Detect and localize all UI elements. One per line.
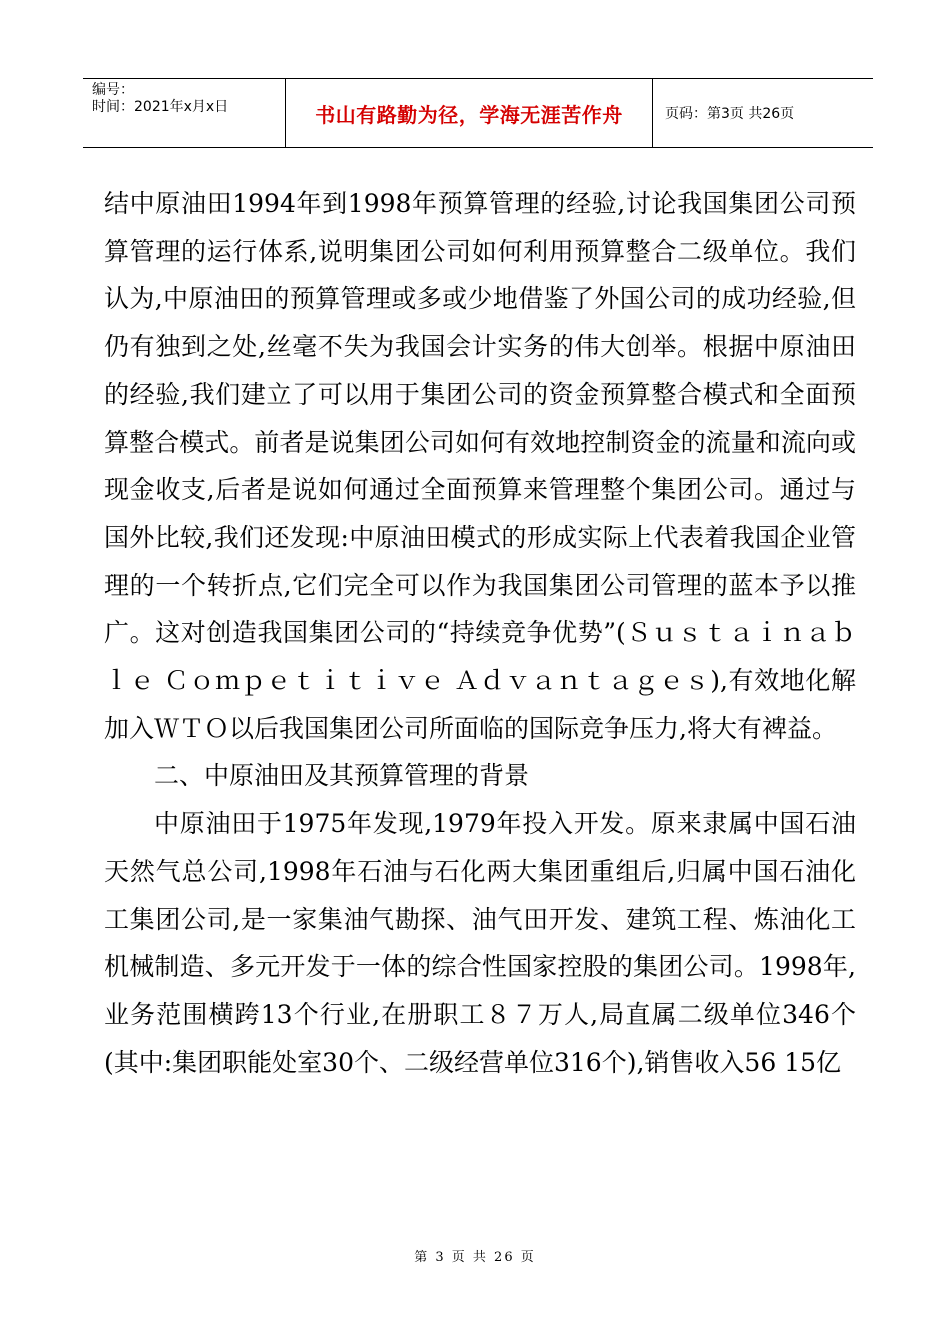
paragraph: 结中原油田1994年到1998年预算管理的经验,讨论我国集团公司预算管理的运行体系,说明集团公司如何利用预算整合二级单位。我们认为,中原油田的预算管理或多或少地借鉴了外国公司的成功经验,但仍有独到之处,丝毫不失为我国会计实务的伟大创举。根据中原油田的经验,我们建立了可以用于集团公司的资金预算整合模式和全面预算整合模式。前者是说集团公司如何有效地控制资金的流量和流向或现金收支,后者是说如何通过全面预算来管理整个集团公司。通过与国外比较,我们还发现:中原油田模式的形成实际上代表着我国企业管理的一个转折点,它们完全可以作为我国集团公司管理的蓝本予以推广。这对创造我国集团公司的“持续竞争优势”(Ｓｕｓｔａｉｎａｂｌｅ Ｃｏｍｐｅｔｉｔｉｖｅ Ａｄｖａｎｔａｇｅｓ),有效地化解加入ＷＴＯ以后我国集团公司所面临的国际竞争压力,将大有裨益。 <box>104 189 856 743</box>
section-heading: 二、中原油田及其预算管理的背景 <box>154 761 530 791</box>
header-page-info: 页码：第3页 共26页 <box>665 106 795 122</box>
header-meta <box>83 79 285 147</box>
number-label: 编号： <box>92 82 134 98</box>
header-motto: 书山有路勤为径，学海无涯苦作舟 <box>285 79 653 147</box>
document-body <box>104 180 856 1086</box>
time-label: 时间：2021年x月x日 <box>92 99 229 115</box>
page-footer: 第 3 页 共 26 页 <box>414 1250 536 1265</box>
page-header <box>83 78 873 148</box>
paragraph: 中原油田于1975年发现,1979年投入开发。原来隶属中国石油天然气总公司,1998年石油与石化两大集团重组后,归属中国石油化工集团公司,是一家集油气勘探、油气田开发、建筑工程、炼油化工机械制造、多元开发于一体的综合性国家控股的集团公司。1998年,业务范围横跨13个行业,在册职工８７万人,局直属二级单位346个(其中:集团职能处室30个、二级经营单位316个),销售收入56 15亿 <box>104 809 856 1077</box>
